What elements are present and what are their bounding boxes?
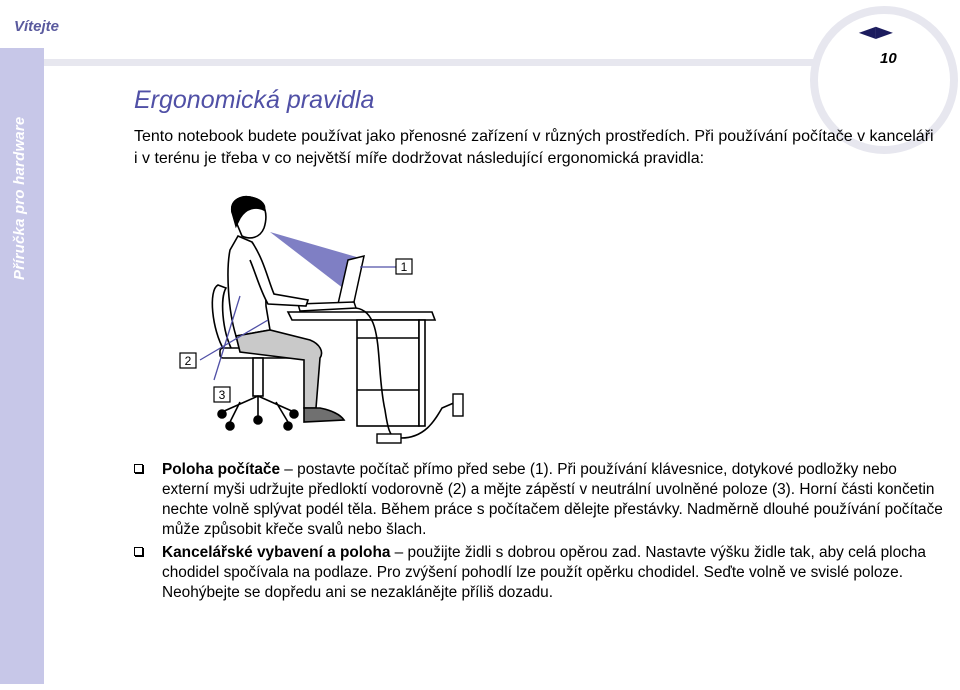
sidebar: [0, 48, 44, 684]
sidebar-title: Příručka pro hardware: [11, 116, 28, 280]
svg-text:3: 3: [218, 388, 226, 402]
wall-socket: [453, 394, 463, 416]
checkbox-bullet-icon: [134, 547, 143, 556]
section-label: Vítejte: [14, 18, 60, 35]
callout-2: [180, 353, 196, 368]
svg-text:1: 1: [400, 260, 408, 274]
callout-3: [214, 387, 230, 402]
bullet-text: – použijte židli s dobrou opěrou zad. Nastavte výšku židle tak, aby celá plocha chodidel spočívala na podlaze. Pro zvýšení pohodlí lze použít opěrku chodidel. Seďte volně ve svislé poloze. Neohýbejte se dopředu ani se nezaklánějte příliš dozadu.: [162, 544, 926, 601]
page-title: Ergonomická pravidla: [134, 86, 375, 114]
page-number: 10: [880, 50, 897, 67]
header-rule: [44, 59, 824, 66]
svg-text:2: 2: [184, 354, 192, 368]
list-item: [134, 460, 944, 540]
ergonomics-illustration: [170, 190, 470, 445]
bullet-text: – postavte počítač přímo před sebe (1). Při používání klávesnice, dotykové podložky nebo externí myši udržujte předloktí vodorovně (2) a mějte zápěstí v neutrální uvolněné poloze (3). Horní části končetin nechte volně splývat podél těla. Během práce s počítačem dělejte přestávky. Nadměrně dlouhé používání počítače může způsobit křeče svalů nebo šlach.: [162, 461, 943, 538]
arrow-right-icon[interactable]: ▶: [876, 24, 892, 41]
bullet-heading: Kancelářské vybavení a poloha: [162, 544, 391, 561]
intro-paragraph: Tento notebook budete používat jako přenosné zařízení v různých prostředích. Při používání počítače v kanceláři i v terénu je třeba v co největší míře dodržovat následující ergonomická pravidla:: [134, 128, 934, 167]
callout-1: [396, 259, 412, 274]
page-navigation: [858, 22, 893, 42]
power-adapter: [377, 434, 401, 443]
list-item: [134, 543, 944, 603]
checkbox-bullet-icon: [134, 464, 143, 473]
bullet-heading: Poloha počítače: [162, 461, 281, 478]
bullet-list: [134, 460, 944, 606]
arrow-left-icon[interactable]: ◀: [858, 24, 875, 41]
